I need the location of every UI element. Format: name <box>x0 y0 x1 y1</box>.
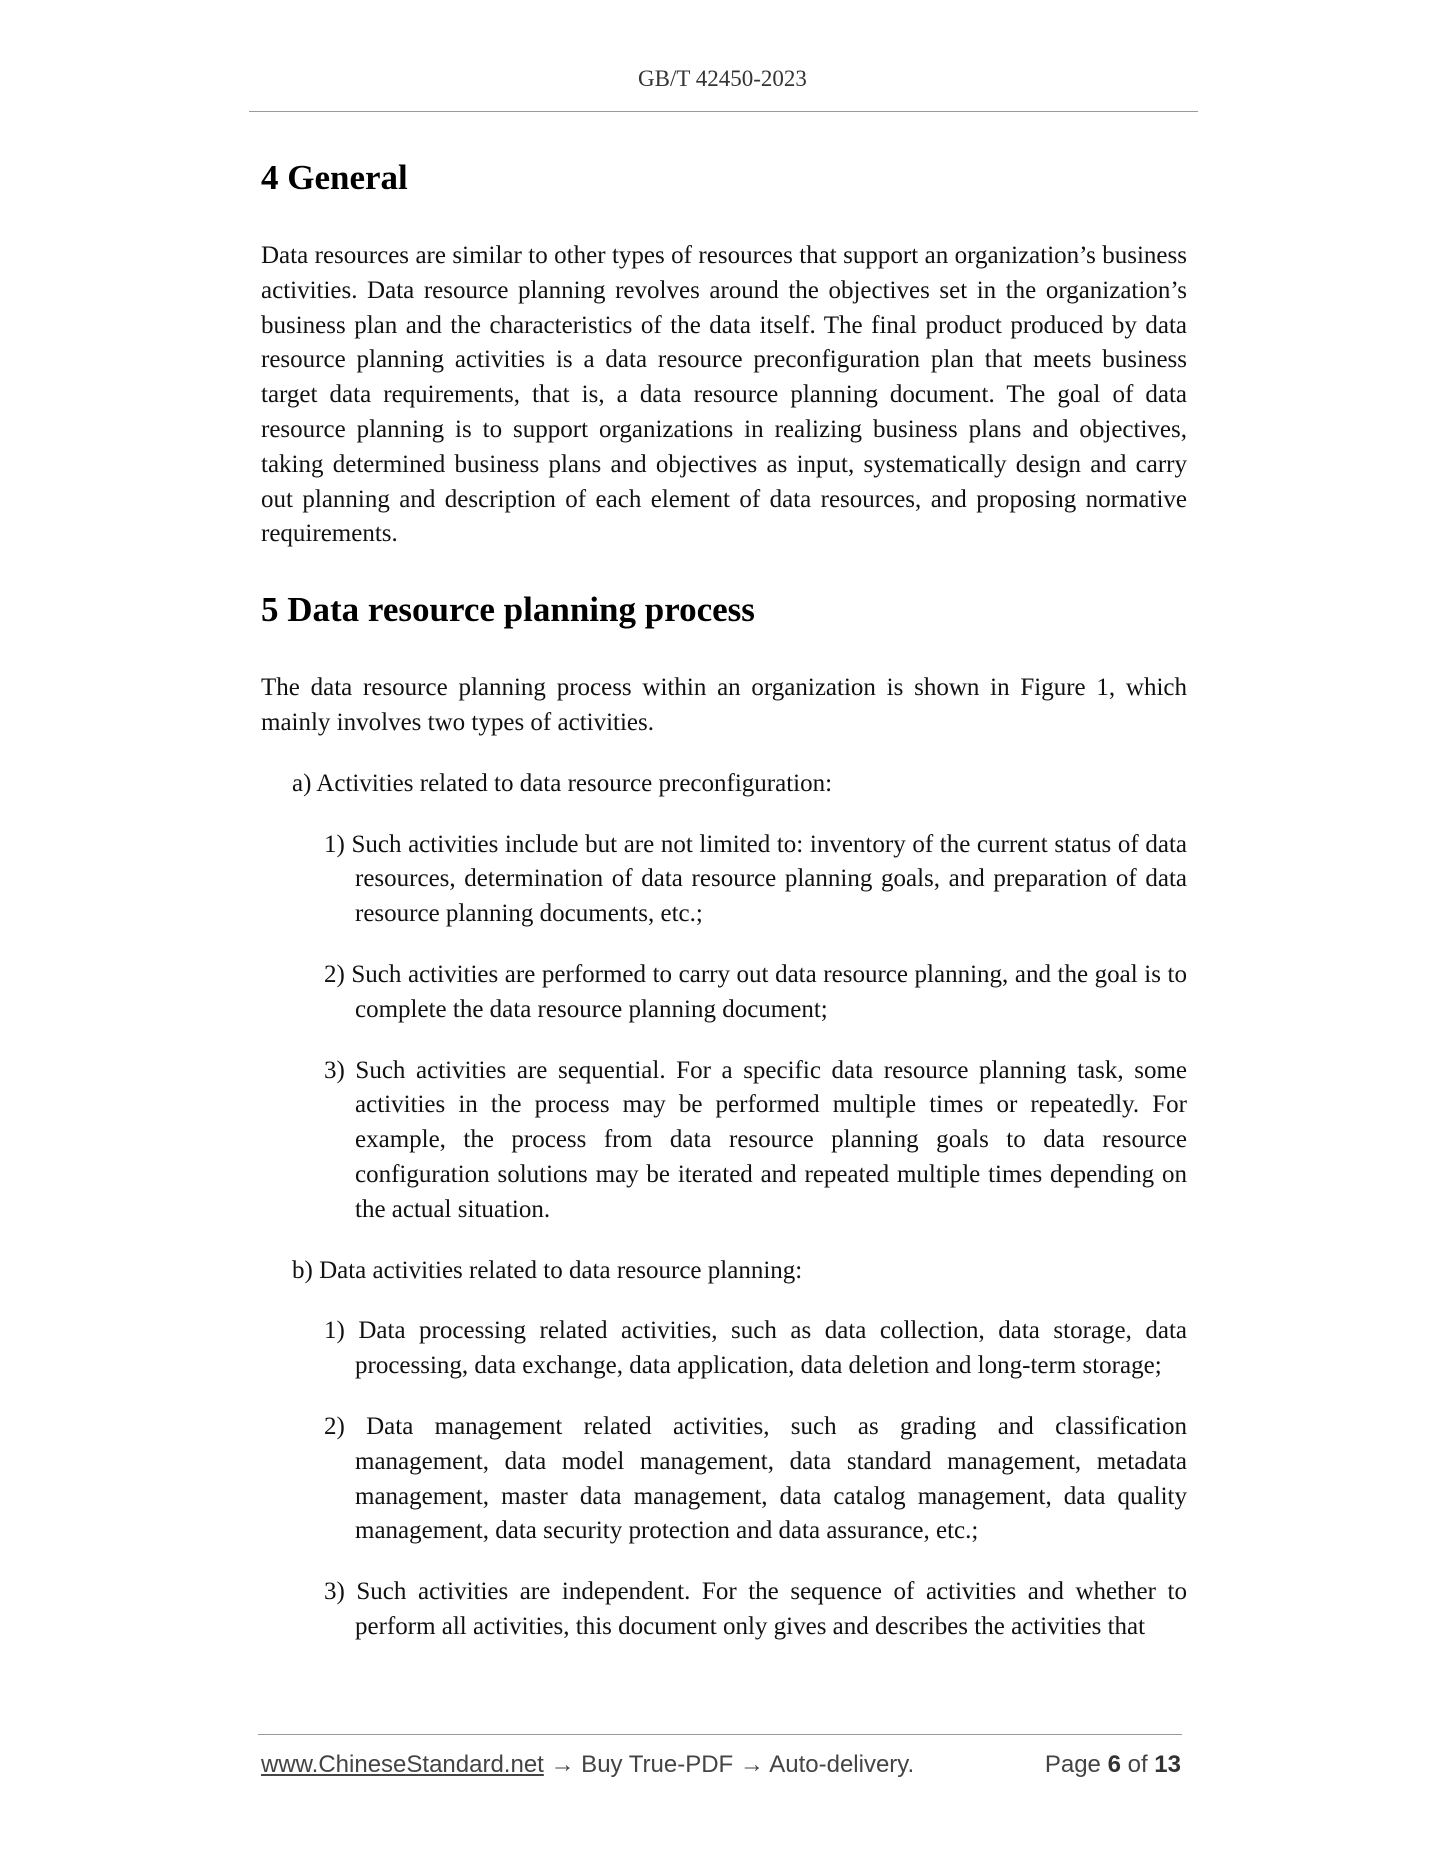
page-current: 6 <box>1107 1751 1121 1778</box>
page-footer <box>261 1751 1181 1779</box>
page-of-label: of <box>1127 1751 1148 1778</box>
page-total: 13 <box>1154 1751 1181 1778</box>
footer-divider <box>258 1734 1182 1735</box>
list-item-a: a) Activities related to data resource preconfiguration: <box>292 769 833 797</box>
page-number <box>1045 1751 1181 1779</box>
page-content <box>261 150 1187 1645</box>
section-5-intro: The data resource planning process within an organization is shown in Figure 1, which mainly involves two types of activities. <box>261 674 1187 736</box>
list-item-b-3: 3) Such activities are independent. For the sequence of activities and whether to perform all activities, this document only gives and describes the activities that <box>324 1578 1187 1640</box>
list-item-a-3: 3) Such activities are sequential. For a specific data resource planning task, some activities in the process may be performed multiple times or repeatedly. For example, the process from data resource planning goals to data resource configuration solutions may be iterated and repeated multiple times depending on the actual situation. <box>324 1056 1187 1223</box>
section-4-paragraph: Data resources are similar to other types of resources that support an organization’s business activities. Data resource planning revolves around the objectives set in the organization’s business plan and the characteristics of the data itself. The final product produced by data resource planning activities is a data resource preconfiguration plan that meets business target data requirements, that is, a data resource planning document. The goal of data resource planning is to support organizations in realizing business plans and objectives, taking determined business plans and objectives as input, systematically design and carry out planning and description of each element of data resources, and proposing normative requirements. <box>261 242 1187 548</box>
header-divider <box>249 111 1198 112</box>
website-link[interactable]: www.ChineseStandard.net <box>261 1751 544 1778</box>
page-label: Page <box>1044 1751 1101 1778</box>
list-item-b-1: 1) Data processing related activities, such as data collection, data storage, data processing, data exchange, data application, data deletion and long-term storage; <box>324 1317 1187 1380</box>
section-4-heading: 4 General <box>261 158 408 197</box>
footer-tagline: → Buy True-PDF → Auto-delivery. <box>543 1751 915 1778</box>
list-item-a-1: 1) Such activities include but are not limited to: inventory of the current status of data resources, determination of data resource planning goals, and preparation of data resource planning documents, etc.; <box>324 830 1187 928</box>
list-item-a-2: 2) Such activities are performed to carry out data resource planning, and the goal is to complete the data resource planning document; <box>324 960 1187 1023</box>
section-5-heading: 5 Data resource planning process <box>261 590 755 630</box>
document-header-id: GB/T 42450-2023 <box>638 66 807 91</box>
list-item-b-2: 2) Data management related activities, such as grading and classification management, data model management, data standard management, metadata management, master data management, data catalog management, data quality management, data security protection and data assurance, etc.; <box>324 1412 1187 1545</box>
list-item-b: b) Data activities related to data resource planning: <box>292 1256 803 1284</box>
